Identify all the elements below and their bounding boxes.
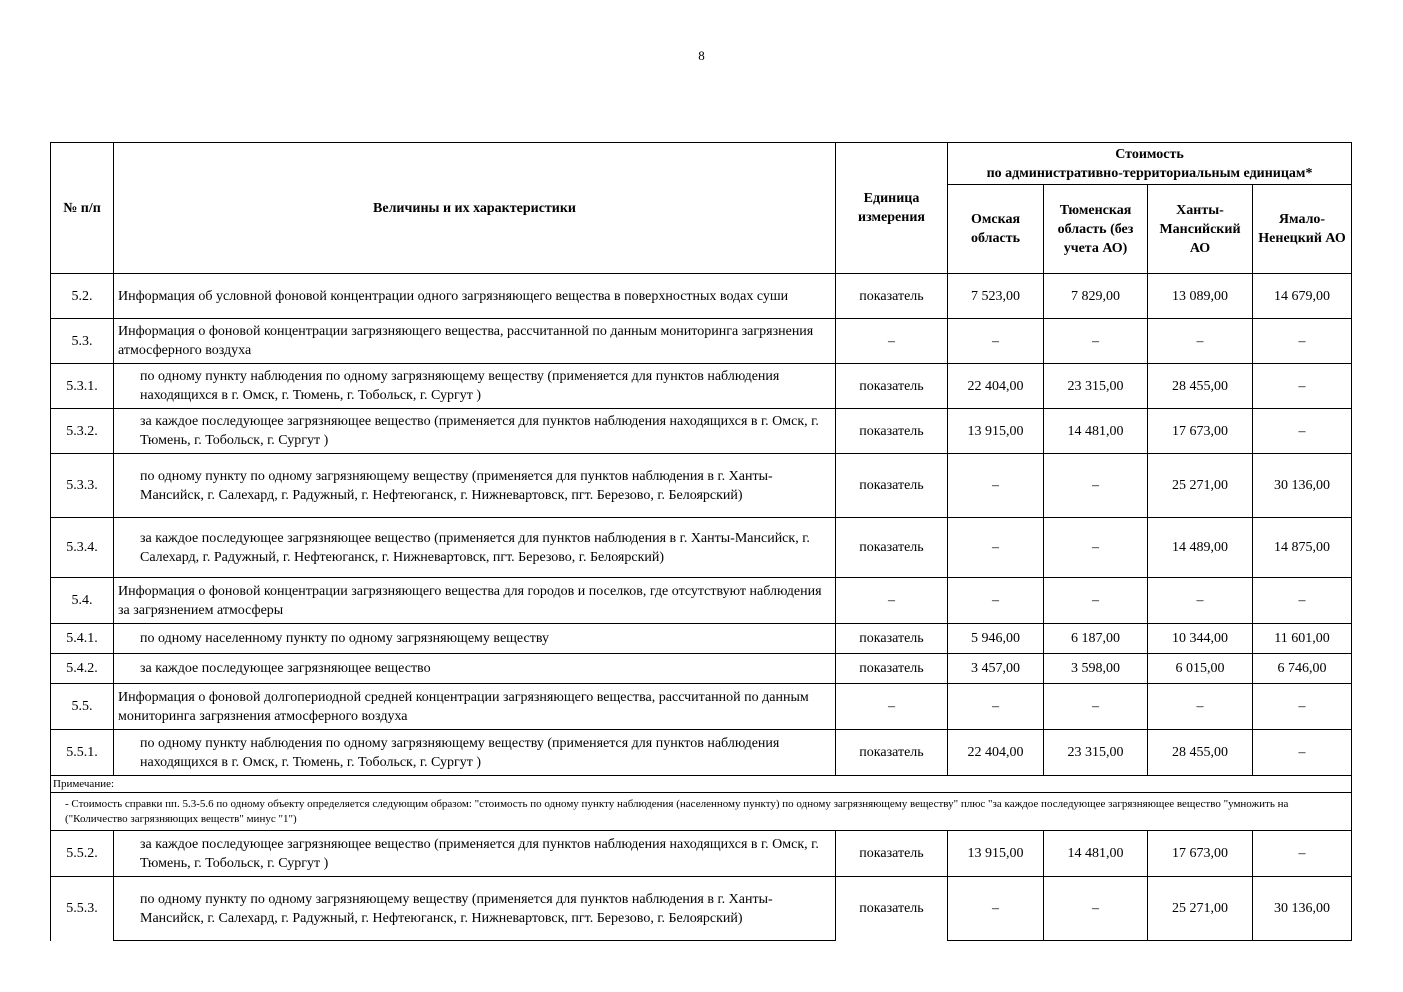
row-number: 5.5.2. — [51, 831, 114, 877]
table-row — [51, 274, 1352, 319]
row-number: 5.4.2. — [51, 654, 114, 684]
value-khmao: – — [1148, 578, 1253, 624]
value-omsk: 5 946,00 — [948, 624, 1044, 654]
row-number: 5.5.1. — [51, 730, 114, 776]
value-omsk: 22 404,00 — [948, 364, 1044, 409]
row-unit: – — [836, 684, 948, 730]
table-row — [51, 518, 1352, 578]
table-row — [51, 730, 1352, 776]
row-description: за каждое последующее загрязняющее вещество (применяется для пунктов наблюдения в г. Ханты-Мансийск, г. Салехард, г. Радужный, г. Нефтеюганск, г. Нижневартовск, пгт. Березово, г. Белоярский) — [114, 518, 836, 578]
table-row — [51, 624, 1352, 654]
note-label: Примечание: — [51, 776, 1352, 793]
row-unit: показатель — [836, 877, 948, 941]
value-yanao: – — [1253, 730, 1352, 776]
row-unit: показатель — [836, 831, 948, 877]
value-tyumen: – — [1044, 454, 1148, 518]
row-unit: показатель — [836, 454, 948, 518]
table-row — [51, 409, 1352, 454]
row-description: Информация об условной фоновой концентрации одного загрязняющего вещества в поверхностных водах суши — [114, 274, 836, 319]
row-number: 5.3.3. — [51, 454, 114, 518]
value-tyumen: – — [1044, 578, 1148, 624]
row-number: 5.2. — [51, 274, 114, 319]
value-omsk: – — [948, 454, 1044, 518]
table-row — [51, 877, 1352, 941]
header-description: Величины и их характеристики — [114, 143, 836, 274]
value-tyumen: – — [1044, 319, 1148, 364]
value-omsk: 22 404,00 — [948, 730, 1044, 776]
value-yanao: – — [1253, 409, 1352, 454]
value-omsk: 13 915,00 — [948, 831, 1044, 877]
value-omsk: – — [948, 877, 1044, 941]
value-yanao: – — [1253, 831, 1352, 877]
table-row — [51, 454, 1352, 518]
table-row — [51, 831, 1352, 877]
value-yanao: 11 601,00 — [1253, 624, 1352, 654]
value-omsk: – — [948, 684, 1044, 730]
row-description: по одному пункту по одному загрязняющему веществу (применяется для пунктов наблюдения в г. Ханты-Мансийск, г. Салехард, г. Радужный, г. Нефтеюганск, г. Нижневартовск, пгт. Березово, г. Белоярский) — [114, 454, 836, 518]
value-khmao: 13 089,00 — [1148, 274, 1253, 319]
row-number: 5.3.2. — [51, 409, 114, 454]
table-row — [51, 684, 1352, 730]
value-yanao: 30 136,00 — [1253, 877, 1352, 941]
header-region-tyumen: Тюменская область (без учета АО) — [1044, 185, 1148, 274]
value-yanao: 30 136,00 — [1253, 454, 1352, 518]
value-tyumen: 7 829,00 — [1044, 274, 1148, 319]
header-region-yanao: Ямало-Ненецкий АО — [1253, 185, 1352, 274]
value-yanao: – — [1253, 578, 1352, 624]
value-khmao: 25 271,00 — [1148, 454, 1253, 518]
note-label-row — [51, 776, 1352, 793]
value-yanao: 6 746,00 — [1253, 654, 1352, 684]
row-description: за каждое последующее загрязняющее вещество (применяется для пунктов наблюдения находящихся в г. Омск, г. Тюмень, г. Тобольск, г. Сургут ) — [114, 409, 836, 454]
value-tyumen: 14 481,00 — [1044, 409, 1148, 454]
value-yanao: – — [1253, 319, 1352, 364]
row-number: 5.3. — [51, 319, 114, 364]
value-omsk: – — [948, 578, 1044, 624]
value-khmao: 28 455,00 — [1148, 364, 1253, 409]
value-tyumen: 14 481,00 — [1044, 831, 1148, 877]
value-khmao: 28 455,00 — [1148, 730, 1253, 776]
row-number: 5.4. — [51, 578, 114, 624]
row-description: по одному пункту по одному загрязняющему веществу (применяется для пунктов наблюдения в г. Ханты-Мансийск, г. Салехард, г. Радужный, г. Нефтеюганск, г. Нижневартовск, пгт. Березово, г. Белоярский) — [114, 877, 836, 941]
row-unit: показатель — [836, 624, 948, 654]
row-description: за каждое последующее загрязняющее вещество (применяется для пунктов наблюдения находящихся в г. Омск, г. Тюмень, г. Тобольск, г. Сургут ) — [114, 831, 836, 877]
header-num: № п/п — [51, 143, 114, 274]
row-unit: показатель — [836, 730, 948, 776]
row-description: за каждое последующее загрязняющее вещество — [114, 654, 836, 684]
tariff-table — [50, 142, 1352, 941]
row-unit: показатель — [836, 518, 948, 578]
value-yanao: – — [1253, 684, 1352, 730]
row-description: по одному пункту наблюдения по одному загрязняющему веществу (применяется для пунктов наблюдения находящихся в г. Омск, г. Тюмень, г. Тобольск, г. Сургут ) — [114, 730, 836, 776]
header-unit: Единица измерения — [836, 143, 948, 274]
value-khmao: 6 015,00 — [1148, 654, 1253, 684]
table-row — [51, 319, 1352, 364]
value-tyumen: 23 315,00 — [1044, 730, 1148, 776]
row-unit: показатель — [836, 364, 948, 409]
value-tyumen: – — [1044, 684, 1148, 730]
row-description: Информация о фоновой долгопериодной средней концентрации загрязняющего вещества, рассчитанной по данным мониторинга загрязнения атмосферного воздуха — [114, 684, 836, 730]
note-text: - Стоимость справки пп. 5.3-5.6 по одному объекту определяется следующим образом: "стоимость по одному пункту наблюдения (населенному пункту) по одному загрязняющему веществу" плюс "за каждое последующее загрязняющее вещество "умножить на ("Количество загрязняющих веществ" минус "1") — [51, 793, 1352, 831]
value-tyumen: 6 187,00 — [1044, 624, 1148, 654]
row-unit: показатель — [836, 274, 948, 319]
value-yanao: 14 679,00 — [1253, 274, 1352, 319]
row-description: Информация о фоновой концентрации загрязняющего вещества для городов и поселков, где отсутствуют наблюдения за загрязнением атмосферы — [114, 578, 836, 624]
header-region-omsk: Омская область — [948, 185, 1044, 274]
row-number: 5.5. — [51, 684, 114, 730]
note-text-row — [51, 793, 1352, 831]
table-row — [51, 578, 1352, 624]
value-khmao: 14 489,00 — [1148, 518, 1253, 578]
value-yanao: 14 875,00 — [1253, 518, 1352, 578]
value-khmao: 10 344,00 — [1148, 624, 1253, 654]
row-number: 5.5.3. — [51, 877, 114, 941]
row-number: 5.4.1. — [51, 624, 114, 654]
value-yanao: – — [1253, 364, 1352, 409]
row-number: 5.3.4. — [51, 518, 114, 578]
row-unit: показатель — [836, 409, 948, 454]
value-tyumen: – — [1044, 518, 1148, 578]
row-unit: – — [836, 319, 948, 364]
value-tyumen: – — [1044, 877, 1148, 941]
page-number: 8 — [698, 48, 705, 63]
value-omsk: 3 457,00 — [948, 654, 1044, 684]
value-omsk: 13 915,00 — [948, 409, 1044, 454]
value-tyumen: 3 598,00 — [1044, 654, 1148, 684]
header-cost-title: Стоимость — [1115, 146, 1184, 162]
value-omsk: – — [948, 319, 1044, 364]
table-row — [51, 364, 1352, 409]
value-omsk: – — [948, 518, 1044, 578]
row-description: по одному населенному пункту по одному загрязняющему веществу — [114, 624, 836, 654]
table-row — [51, 654, 1352, 684]
row-description: Информация о фоновой концентрации загрязняющего вещества, рассчитанной по данным мониторинга загрязнения атмосферного воздуха — [114, 319, 836, 364]
header-cost — [948, 143, 1352, 185]
value-khmao: – — [1148, 319, 1253, 364]
header-cost-subtitle: по административно-территориальным единицам* — [986, 165, 1313, 181]
row-description: по одному пункту наблюдения по одному загрязняющему веществу (применяется для пунктов наблюдения находящихся в г. Омск, г. Тюмень, г. Тобольск, г. Сургут ) — [114, 364, 836, 409]
value-khmao: 25 271,00 — [1148, 877, 1253, 941]
value-khmao: 17 673,00 — [1148, 831, 1253, 877]
value-tyumen: 23 315,00 — [1044, 364, 1148, 409]
value-khmao: – — [1148, 684, 1253, 730]
row-number: 5.3.1. — [51, 364, 114, 409]
row-unit: – — [836, 578, 948, 624]
value-khmao: 17 673,00 — [1148, 409, 1253, 454]
header-region-khmao: Ханты-Мансийский АО — [1148, 185, 1253, 274]
row-unit: показатель — [836, 654, 948, 684]
value-omsk: 7 523,00 — [948, 274, 1044, 319]
